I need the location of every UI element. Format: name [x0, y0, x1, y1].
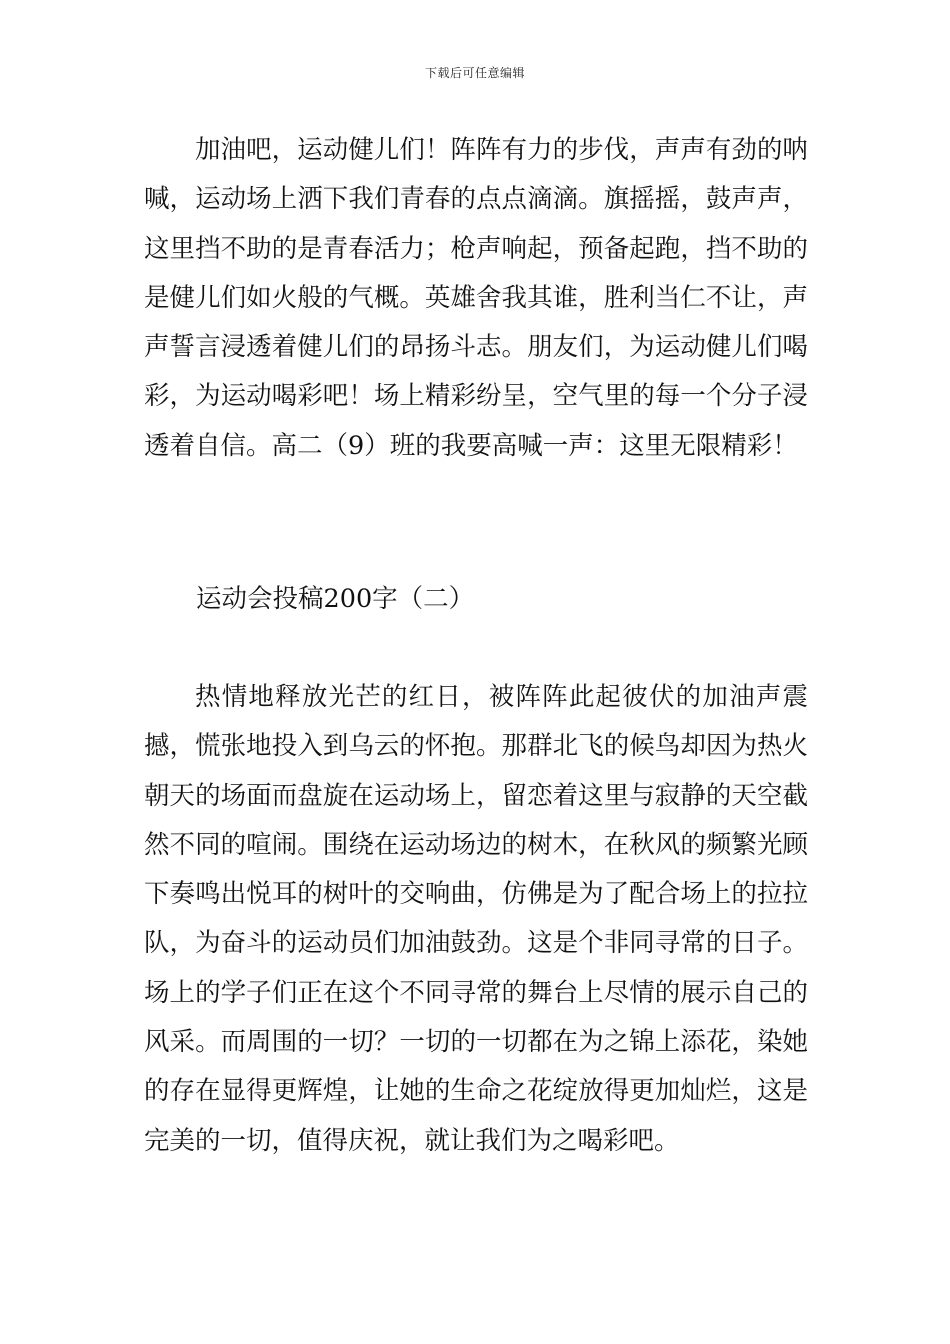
section-title: 运动会投稿200字（二） [196, 584, 475, 614]
paragraph-section-two: 热情地释放光芒的红日，被阵阵此起彼伏的加油声震撼，慌张地投入到乌云的怀抱。那群北飞的候鸟却因为热火朝天的场面而盘旋在运动场上，留恋着这里与寂静的天空截然不同的喧闹。围绕在运动场边的树木，在秋风的频繁光顾下奏鸣出悦耳的树叶的交响曲，仿佛是为了配合场上的拉拉队，为奋斗的运动员们加油鼓劲。这是个非同寻常的日子。场上的学子们正在这个不同寻常的舞台上尽情的展示自己的风采。而周围的一切？一切的一切都在为之锦上添花，染她的存在显得更辉煌，让她的生命之花绽放得更加灿烂，这是完美的一切，值得庆祝，就让我们为之喝彩吧。 [144, 682, 808, 1156]
page-header: 下载后可任意编辑 [424, 66, 525, 80]
paragraph-intro: 加油吧，运动健儿们！阵阵有力的步伐，声声有劲的呐喊，运动场上洒下我们青春的点点滴滴。旗摇摇，鼓声声，这里挡不助的是青春活力；枪声响起，预备起跑，挡不助的是健儿们如火般的气概。英雄舍我其谁，胜利当仁不让，声声誓言浸透着健儿们的昂扬斗志。朋友们，为运动健儿们喝彩，为运动喝彩吧！场上精彩纷呈，空气里的每一个分子浸透着自信。高二（9）班的我要高喊一声：这里无限精彩！ [144, 135, 808, 461]
